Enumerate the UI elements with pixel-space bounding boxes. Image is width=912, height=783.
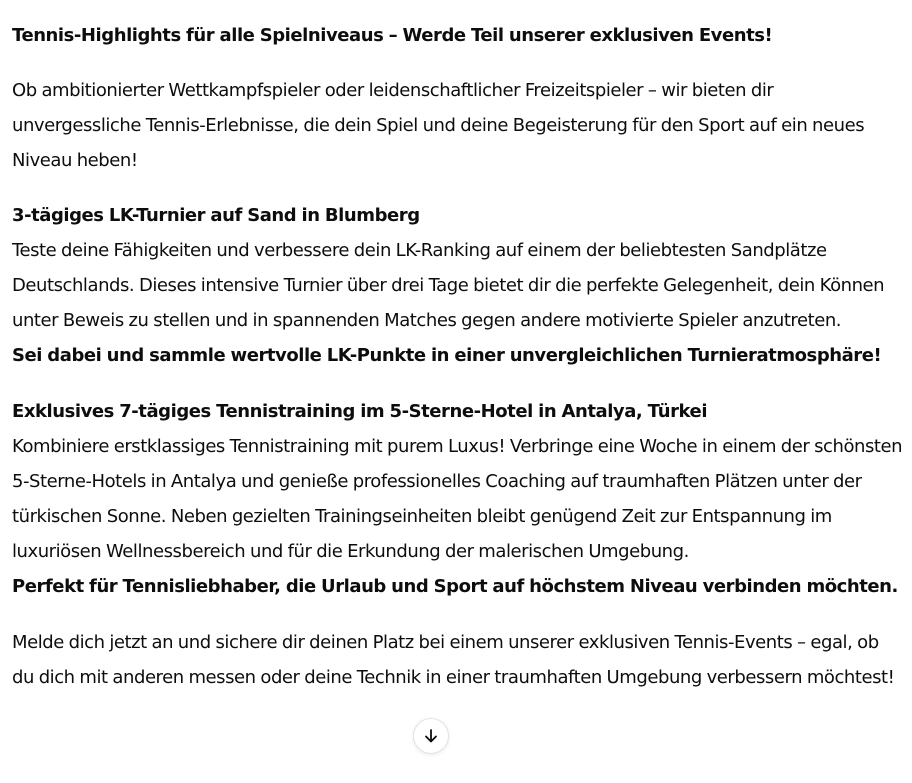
scroll-to-bottom-button[interactable] — [413, 718, 449, 754]
event-blumberg — [12, 198, 904, 373]
event-description: Teste deine Fähigkeiten und verbessere dein LK-Ranking auf einem der beliebtesten Sandplätze Deutschlands. Dieses intensive Turnier über drei Tage bietet dir die perfekte Gelegenheit, dein Können unter Beweis zu stellen und in spannenden Matches gegen andere motivierte Spieler anzutreten. — [12, 240, 885, 331]
event-highlight: Sei dabei und sammle wertvolle LK-Punkte in einer unvergleichlichen Turnieratmosphäre! — [12, 345, 882, 366]
event-title: Exklusives 7-tägiges Tennistraining im 5-Sterne-Hotel in Antalya, Türkei — [12, 401, 708, 422]
event-antalya — [12, 394, 904, 604]
intro-paragraph: Ob ambitionierter Wettkampfspieler oder leidenschaftlicher Freizeitspieler – wir bieten dir unvergessliche Tennis-Erlebnisse, die dein Spiel und deine Begeisterung für den Sport auf ein neues Niveau heben! — [12, 80, 865, 171]
message-content — [12, 18, 904, 715]
event-title: 3-tägiges LK-Turnier auf Sand in Blumberg — [12, 205, 420, 226]
arrow-down-icon — [422, 727, 440, 745]
event-description: Kombiniere erstklassiges Tennistraining mit purem Luxus! Verbringe eine Woche in einem der schönsten 5-Sterne-Hotels in Antalya und genieße professionelles Coaching auf traumhaften Plätzen unter der türkischen Sonne. Neben gezielten Trainingseinheiten bleibt genügend Zeit zur Entspannung im luxuriösen Wellnessbereich und für die Erkundung der malerischen Umgebung. — [12, 436, 903, 562]
closing-paragraph: Melde dich jetzt an und sichere dir deinen Platz bei einem unserer exklusiven Tennis-Events – egal, ob du dich mit anderen messen oder deine Technik in einer traumhaften Umgebung verbessern möchtest! — [12, 632, 895, 688]
event-highlight: Perfekt für Tennisliebhaber, die Urlaub und Sport auf höchstem Niveau verbinden möchten. — [12, 576, 898, 597]
page-heading: Tennis-Highlights für alle Spielniveaus – Werde Teil unserer exklusiven Events! — [12, 25, 773, 46]
